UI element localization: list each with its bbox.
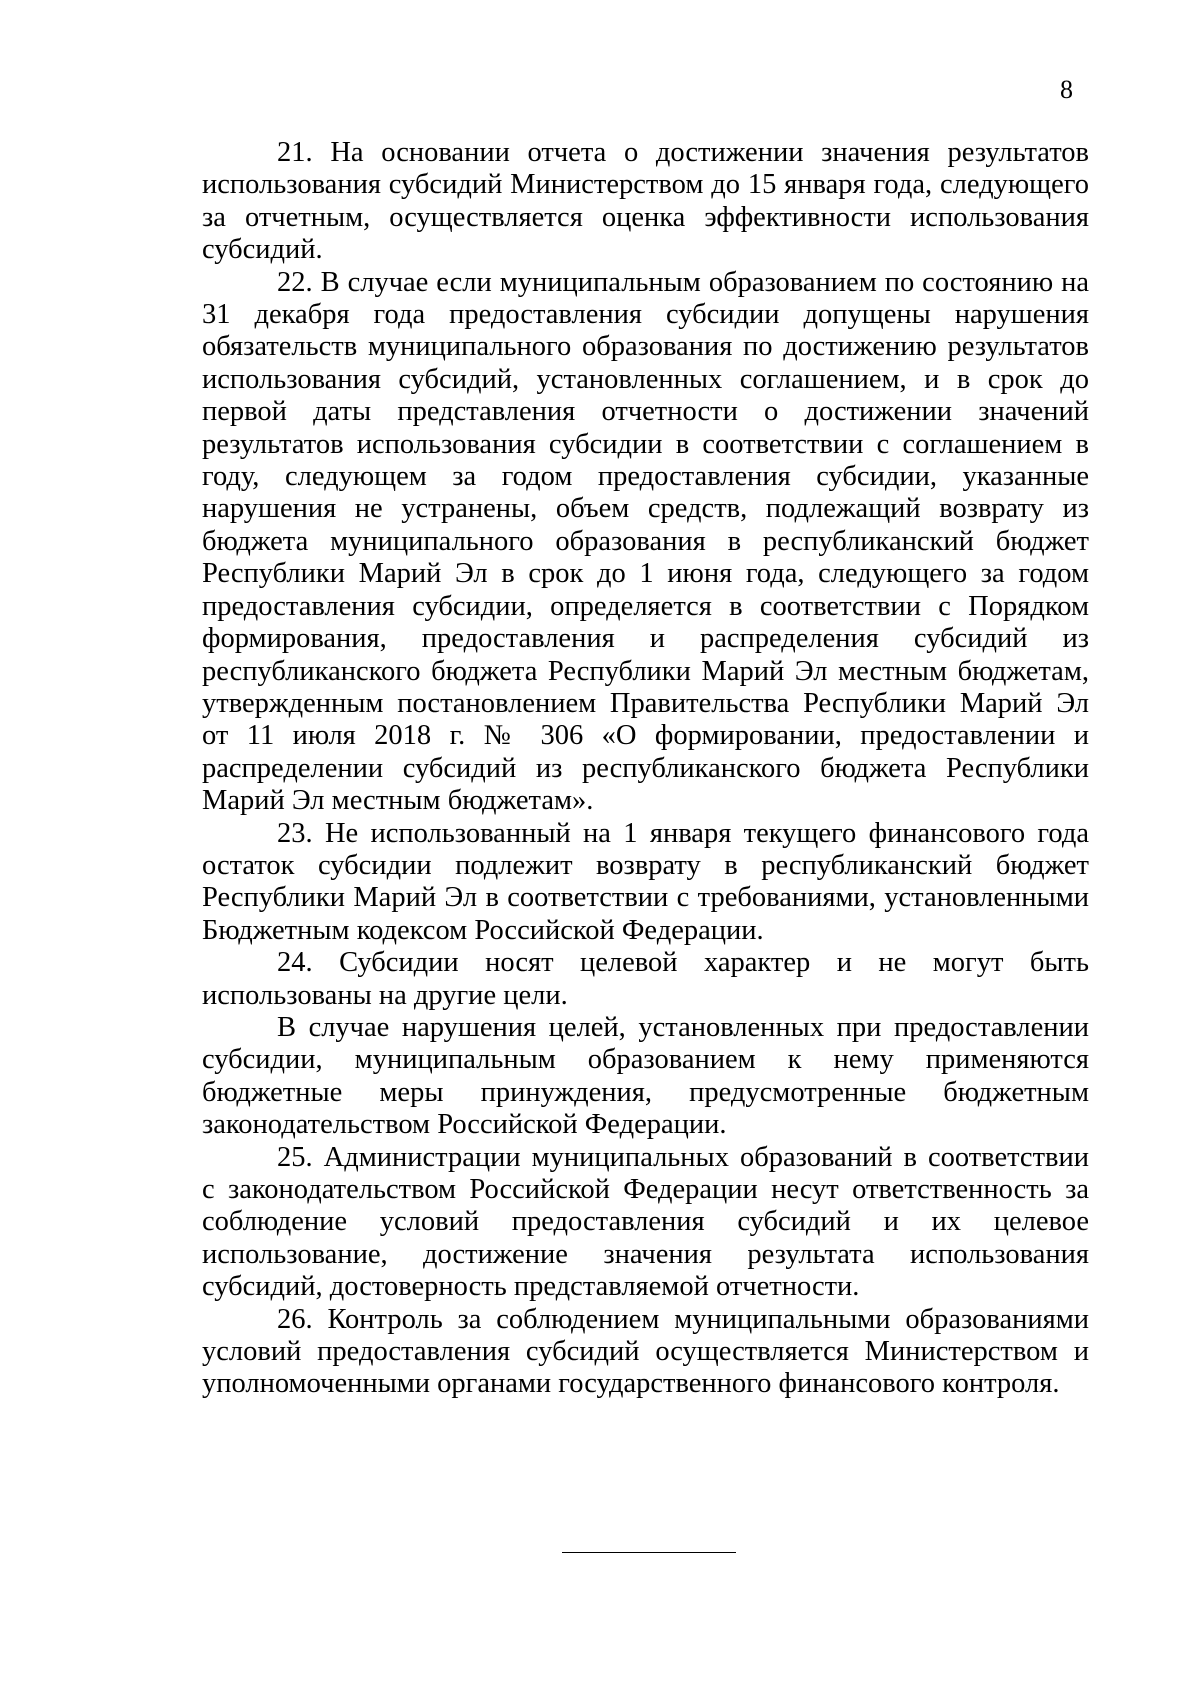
- paragraph-23: 23. Не использованный на 1 января текущего финансового года остаток субсидии подлежит возврату в республиканский бюджет Республики Марий Эл в соответствии с требованиями, установленными Бюджетным кодексом Российской Федерации.: [202, 817, 1089, 946]
- end-of-document-rule: [562, 1552, 736, 1553]
- paragraph-25: 25. Администрации муниципальных образований в соответствии с законодательством Российской Федерации несут ответственность за соблюдение условий предоставления субсидий и их целевое использование, достижение значения результата использования субсидий, достоверность представляемой отчетности.: [202, 1141, 1089, 1303]
- document-body: [202, 137, 1089, 1401]
- paragraph-24: 24. Субсидии носят целевой характер и не могут быть использованы на другие цели.: [202, 947, 1089, 1011]
- paragraph-26: 26. Контроль за соблюдением муниципальными образованиями условий предоставления субсидий осуществляется Министерством и уполномоченными органами государственного финансового контроля.: [202, 1303, 1089, 1400]
- paragraph-22: 22. В случае если муниципальным образованием по состоянию на 31 декабря года предоставления субсидии допущены нарушения обязательств муниципального образования по достижению результатов использования субсидий, установленных соглашением, и в срок до первой даты представления отчетности о достижении значений результатов использования субсидии в соответствии с соглашением в году, следующем за годом предоставления субсидии, указанные нарушения не устранены, объем средств, подлежащий возврату из бюджета муниципального образования в республиканский бюджет Республики Марий Эл в срок до 1 июня года, следующего за годом предоставления субсидии, определяется в соответствии с Порядком формирования, предоставления и распределения субсидий из республиканского бюджета Республики Марий Эл местным бюджетам, утвержденным постановлением Правительства Республики Марий Эл от 11 июля 2018 г. № 306 «О формировании, предоставлении и распределении субсидий из республиканского бюджета Республики Марий Эл местным бюджетам».: [202, 266, 1089, 817]
- paragraph-24-continuation: В случае нарушения целей, установленных при предоставлении субсидии, муниципальным образованием к нему применяются бюджетные меры принуждения, предусмотренные бюджетным законодательством Российской Федерации.: [202, 1011, 1089, 1141]
- paragraph-21: 21. На основании отчета о достижении значения результатов использования субсидий Министерством до 15 января года, следующего за отчетным, осуществляется оценка эффективности использования субсидий.: [202, 137, 1089, 266]
- page-number: 8: [1060, 75, 1073, 104]
